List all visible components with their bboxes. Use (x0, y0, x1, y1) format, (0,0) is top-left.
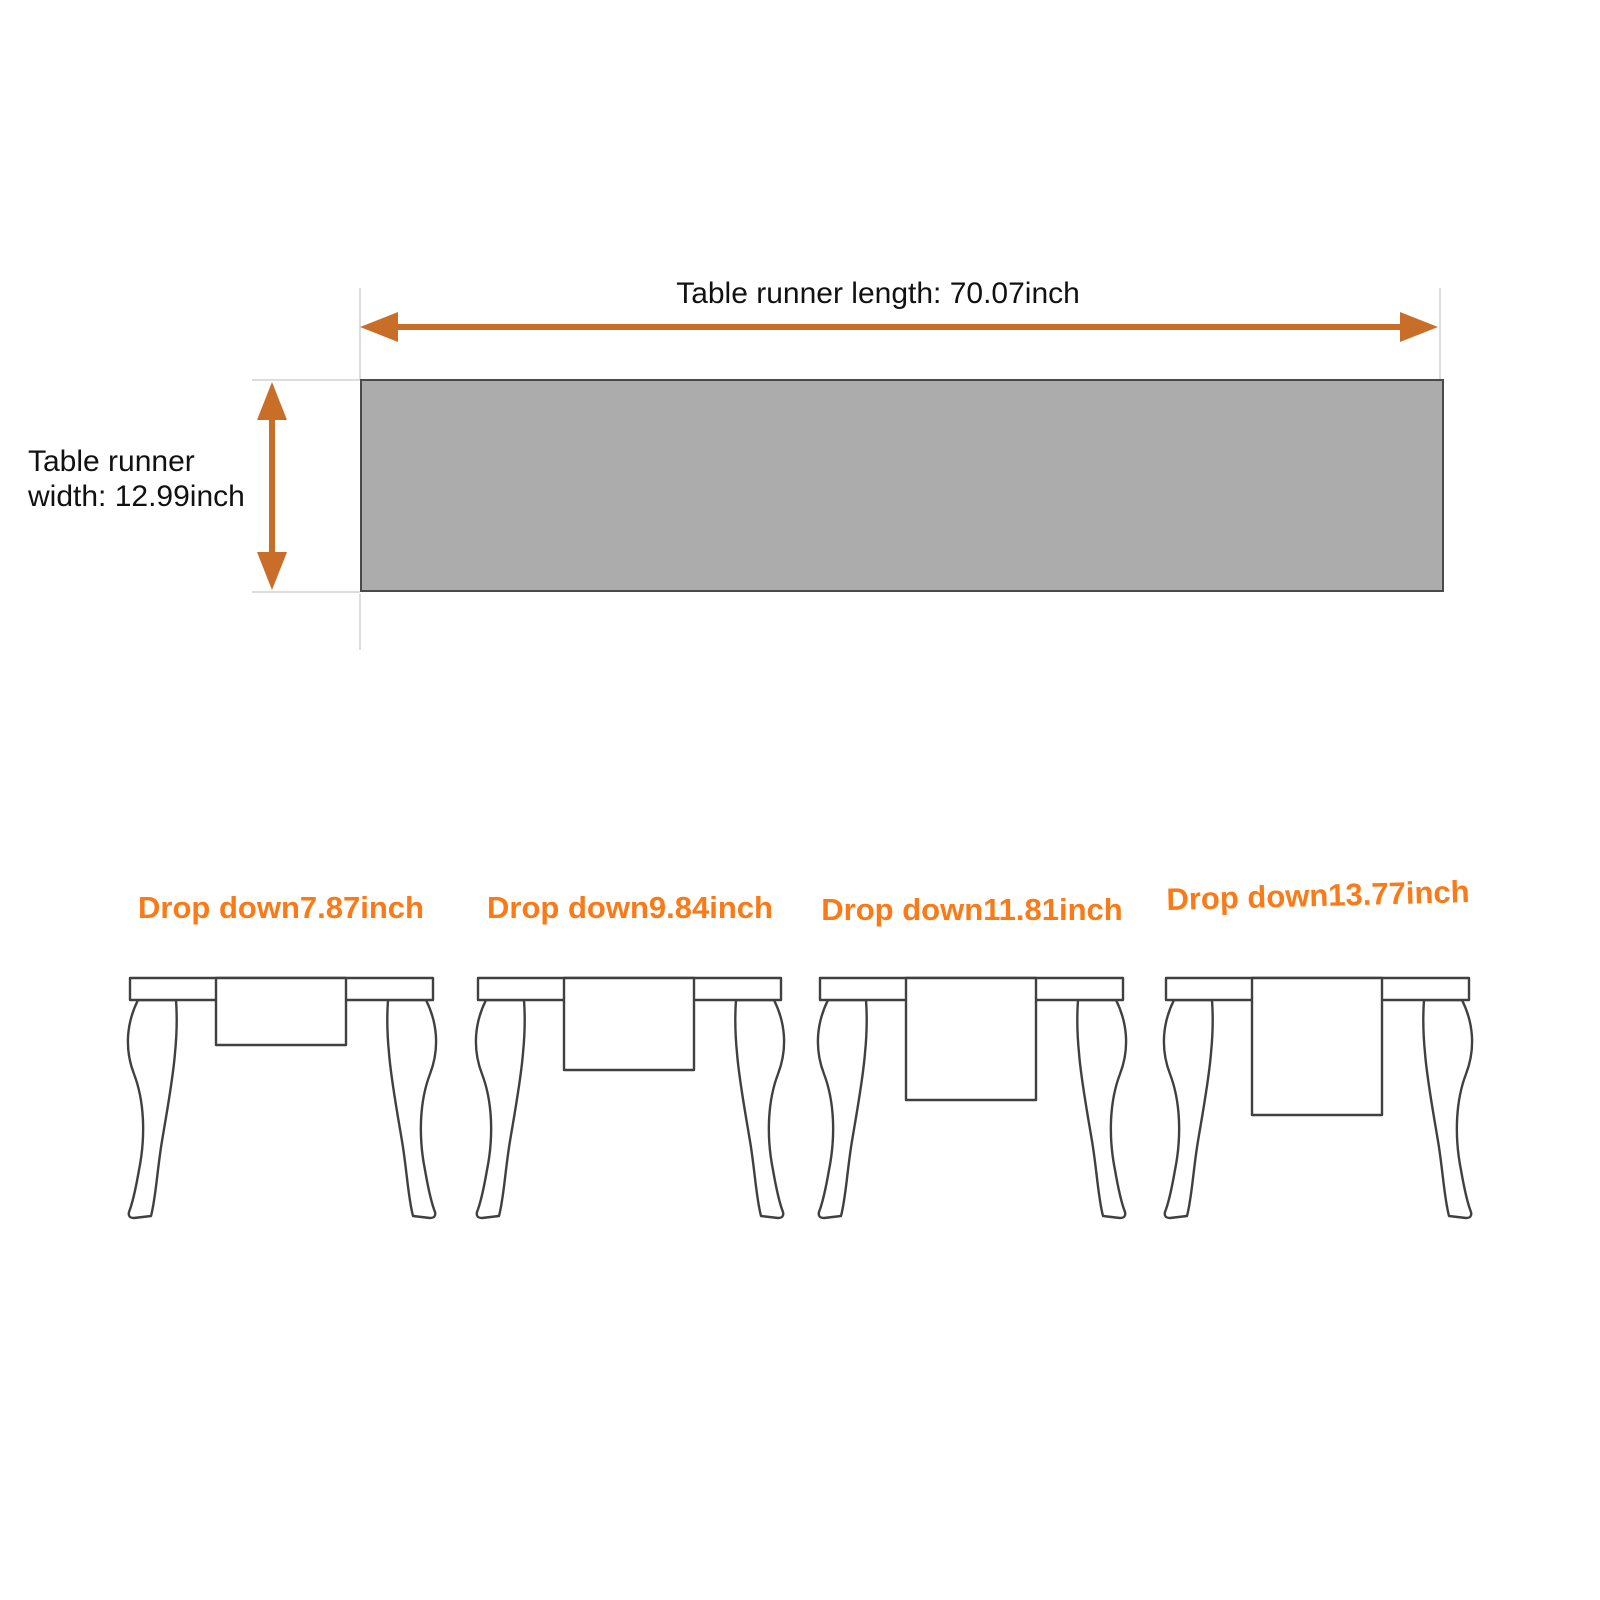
width-label (28, 444, 245, 514)
runner-drape (1252, 978, 1382, 1115)
table-leg-right (735, 1000, 784, 1218)
guide-line-left-bottom (359, 594, 361, 650)
table-illustration-4 (1153, 948, 1483, 1228)
table-illustration-1 (117, 948, 447, 1228)
drop-label-3: Drop down11.81inch (821, 892, 1123, 927)
drop-label-1: Drop down7.87inch (138, 890, 424, 925)
table-leg-left (1164, 1000, 1213, 1218)
table-leg-right (1423, 1000, 1472, 1218)
drop-label-2: Drop down9.84inch (487, 890, 773, 925)
table-leg-right (387, 1000, 436, 1218)
table-leg-left (128, 1000, 177, 1218)
length-label: Table runner length: 70.07inch (676, 277, 1080, 310)
width-dimension-arrow-icon (250, 380, 294, 592)
width-label-line1: Table runner (28, 445, 195, 478)
table-leg-left (818, 1000, 867, 1218)
runner-drape (906, 978, 1036, 1100)
length-dimension-arrow-icon (358, 307, 1440, 347)
table-leg-right (1077, 1000, 1126, 1218)
drop-label-4: Drop down13.77inch (1165, 874, 1470, 917)
runner-drape (564, 978, 694, 1070)
width-label-line2: width: 12.99inch (28, 480, 245, 513)
table-runner-swatch (360, 379, 1444, 592)
runner-drape (216, 978, 346, 1045)
table-illustration-3 (807, 948, 1137, 1228)
table-illustration-2 (465, 948, 795, 1228)
table-leg-left (476, 1000, 525, 1218)
